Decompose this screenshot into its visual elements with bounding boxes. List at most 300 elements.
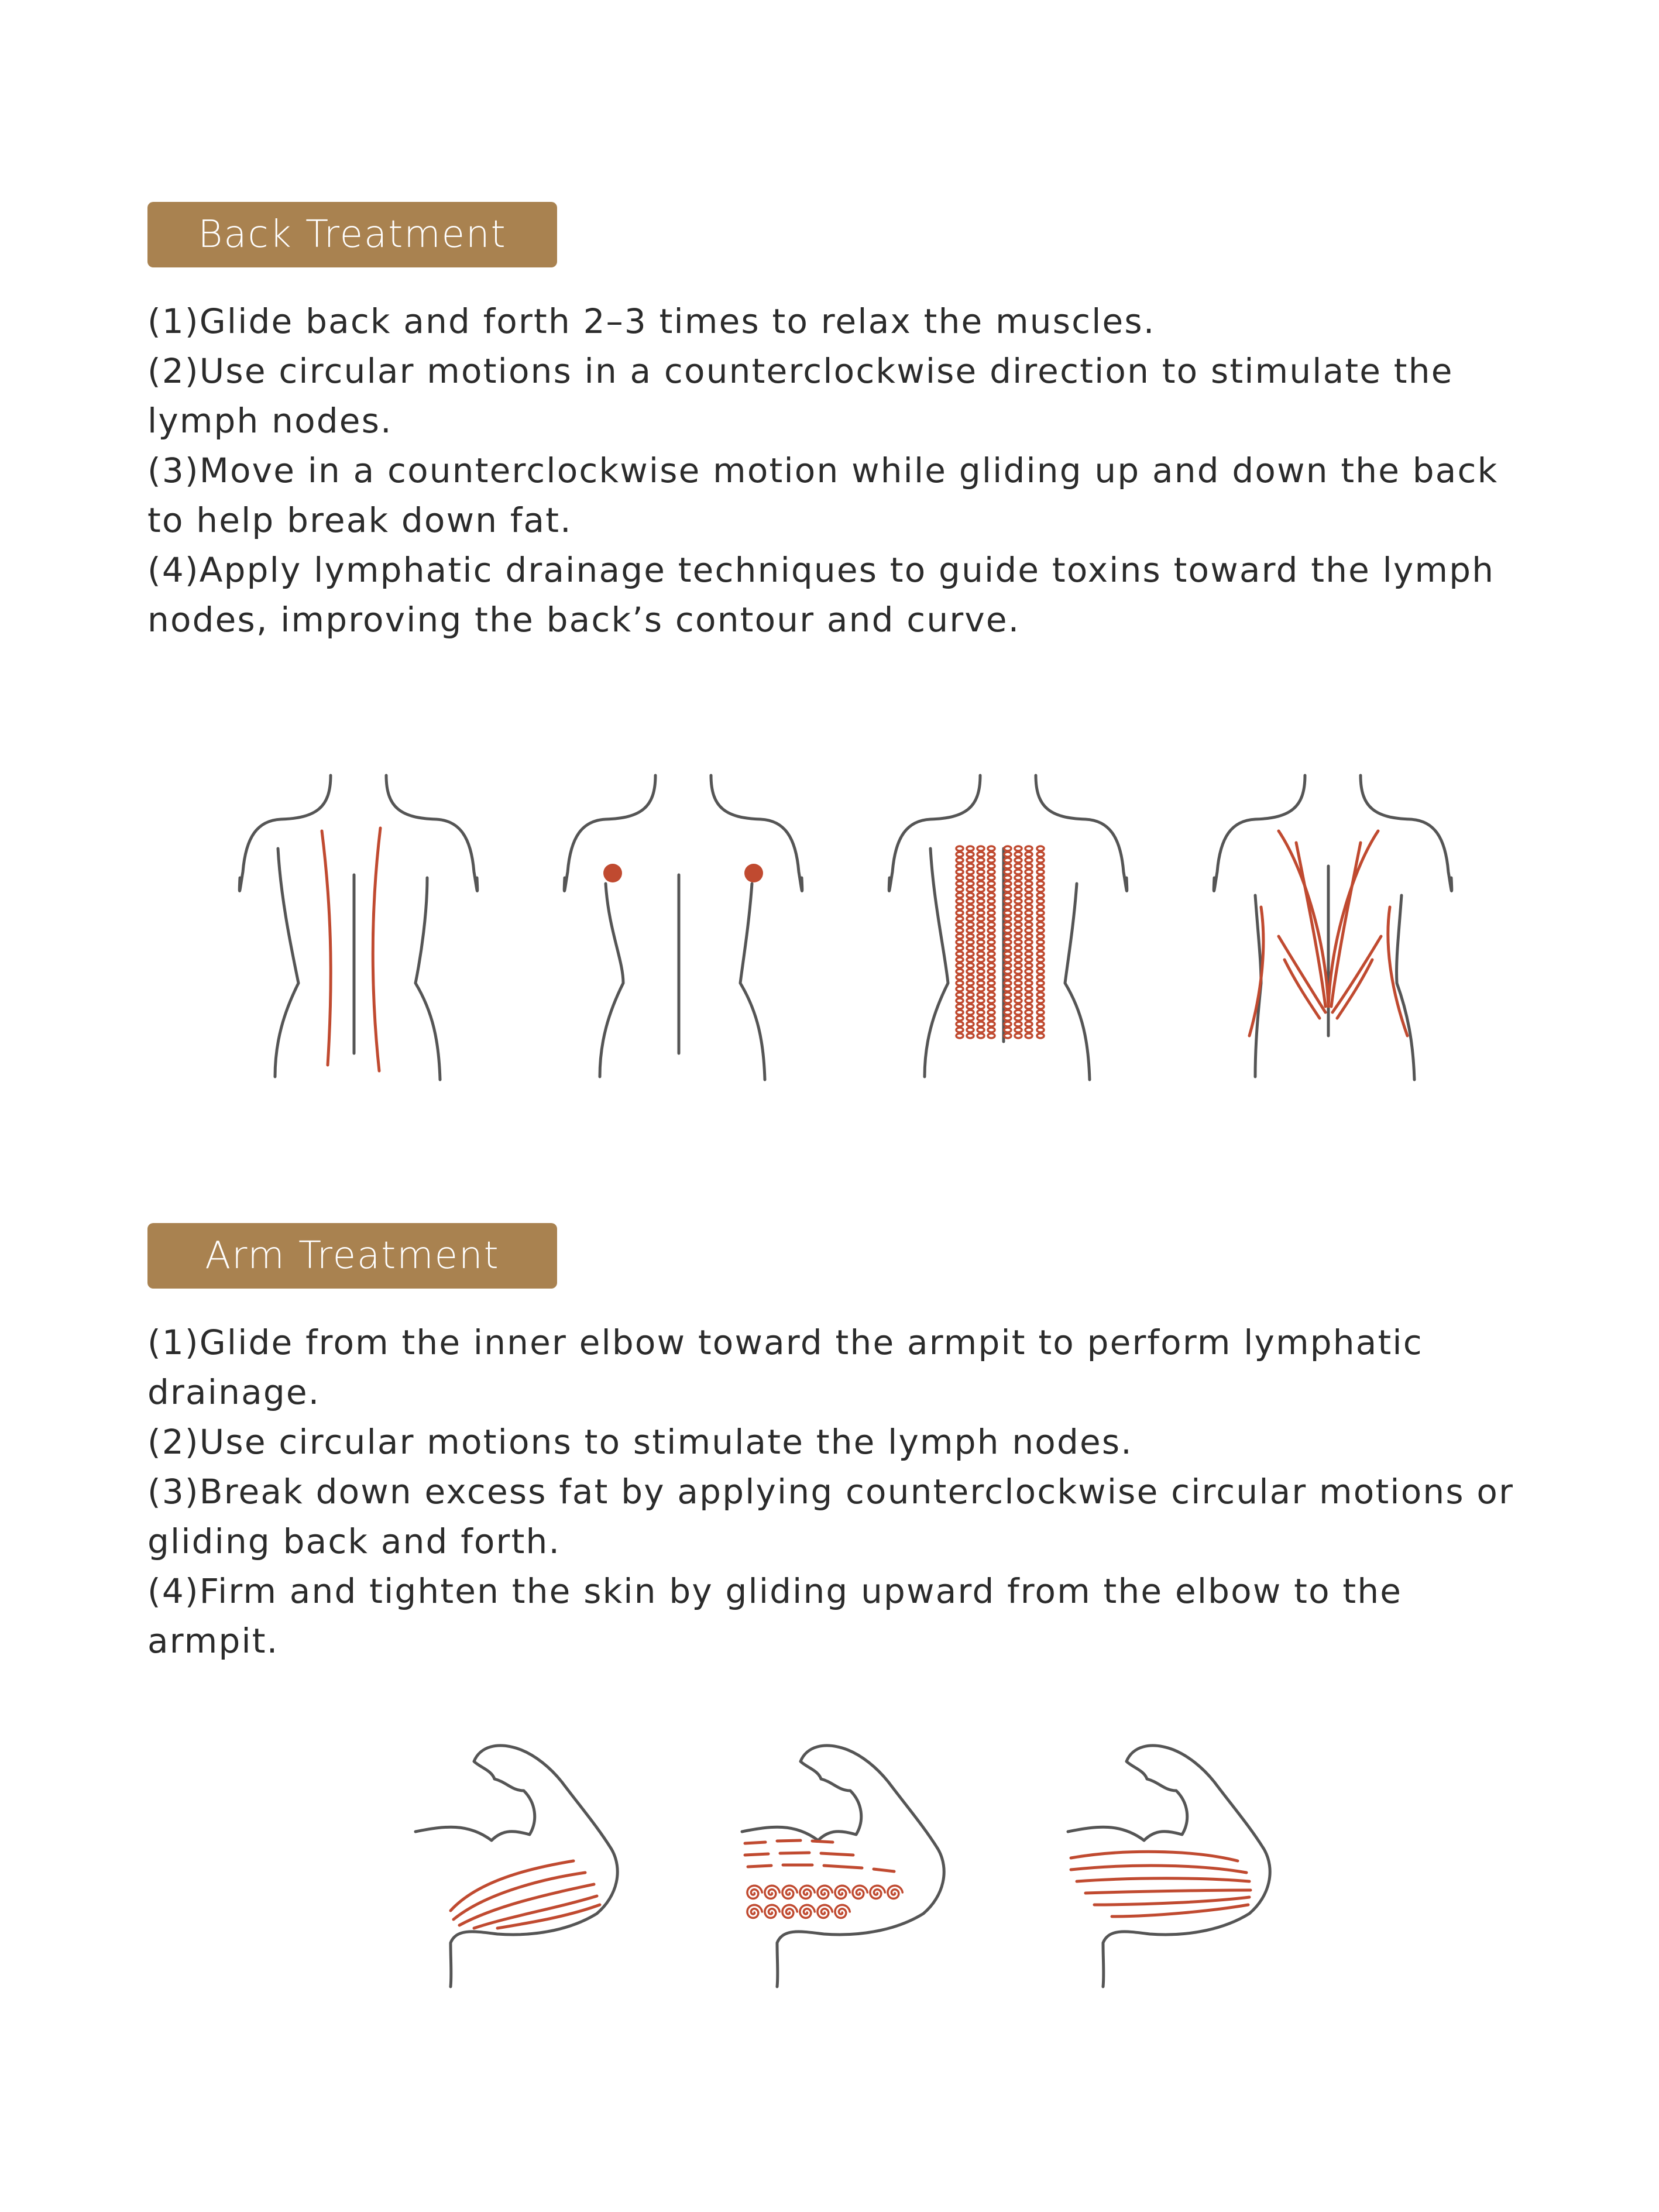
coil-loop: [1037, 998, 1044, 1003]
back-glide-illustration: [239, 775, 478, 1080]
coil-loop: [1037, 928, 1044, 933]
coil-loop: [1025, 998, 1032, 1003]
coil-loop: [1025, 1028, 1032, 1032]
coil-loop: [1037, 852, 1044, 857]
coil-loop: [967, 916, 974, 921]
coil-loop: [977, 1016, 984, 1021]
coil-loop: [1004, 987, 1011, 991]
coil-loop: [1015, 963, 1022, 968]
coil-loop: [988, 946, 995, 950]
coil-loop: [1037, 992, 1044, 997]
coil-loop: [967, 1016, 974, 1021]
coil-loop: [1015, 881, 1022, 886]
coil-loop: [967, 975, 974, 980]
coil-loop: [1004, 969, 1011, 974]
coil-loop: [956, 981, 963, 985]
coil-loop: [967, 893, 974, 898]
coil-loop: [977, 846, 984, 851]
coil-loop: [967, 881, 974, 886]
coil-loop: [977, 1022, 984, 1026]
coil-loop: [967, 952, 974, 956]
coil-loop: [967, 858, 974, 863]
coil-loop: [1025, 846, 1032, 851]
coil-loop: [967, 940, 974, 944]
coil-loop: [1015, 899, 1022, 904]
coil-loop: [977, 881, 984, 886]
arm-treatment-title: Arm Treatment: [147, 1223, 557, 1289]
coil-loop: [988, 987, 995, 991]
coil-loop: [1004, 928, 1011, 933]
coil-loop: [1025, 969, 1032, 974]
spiral-mark: [782, 1885, 797, 1898]
arm-drainage-illustration: [415, 1746, 617, 1987]
coil-loop: [977, 928, 984, 933]
spiral-mark: [765, 1905, 779, 1918]
coil-loop: [1025, 975, 1032, 980]
coil-loop: [1025, 952, 1032, 956]
coil-loop: [1015, 1022, 1022, 1026]
coil-loop: [1025, 852, 1032, 857]
coil-loop: [977, 952, 984, 956]
coil-loop: [956, 887, 963, 892]
coil-loop: [956, 846, 963, 851]
coil-loop: [1025, 870, 1032, 874]
spiral-mark: [800, 1885, 815, 1898]
coil-loop: [977, 858, 984, 863]
coil-loop: [1037, 846, 1044, 851]
coil-loop: [967, 1022, 974, 1026]
back-treatment-steps: [147, 297, 1540, 645]
back-step-3: (3)Move in a counterclockwise motion while gliding up and down the back to help break down fat.: [147, 451, 1499, 540]
coil-loop: [1025, 864, 1032, 868]
coil-loop: [977, 1010, 984, 1015]
coil-loop: [1037, 975, 1044, 980]
coil-loop: [1015, 940, 1022, 944]
coil-loop: [956, 875, 963, 880]
coil-loop: [1015, 864, 1022, 868]
coil-loop: [967, 992, 974, 997]
coil-loop: [956, 928, 963, 933]
coil-loop: [1025, 1010, 1032, 1015]
coil-loop: [1037, 963, 1044, 968]
coil-loop: [1037, 864, 1044, 868]
coil-loop: [1037, 875, 1044, 880]
coil-loop: [988, 1004, 995, 1009]
coil-loop: [1015, 1004, 1022, 1009]
coil-loop: [988, 852, 995, 857]
coil-loop: [988, 916, 995, 921]
coil-loop: [967, 852, 974, 857]
coil-loop: [967, 887, 974, 892]
coil-loop: [988, 887, 995, 892]
coil-loop: [1004, 1028, 1011, 1032]
coil-loop: [967, 875, 974, 880]
coil-loop: [1004, 870, 1011, 874]
coil-loop: [967, 905, 974, 909]
coil-loop: [988, 893, 995, 898]
coil-loop: [988, 1022, 995, 1026]
coil-loop: [956, 922, 963, 927]
coil-loop: [1015, 928, 1022, 933]
coil-loop: [967, 998, 974, 1003]
coil-loop: [1015, 858, 1022, 863]
coil-loop: [1015, 981, 1022, 985]
coil-loop: [1037, 911, 1044, 915]
coil-loop: [977, 870, 984, 874]
coil-loop: [988, 940, 995, 944]
coil-loop: [956, 940, 963, 944]
coil-loop: [1015, 852, 1022, 857]
coil-loop: [977, 922, 984, 927]
coil-loop: [1004, 1004, 1011, 1009]
coil-loop: [967, 946, 974, 950]
spiral-mark: [818, 1885, 832, 1898]
coil-loop: [956, 987, 963, 991]
coil-loop: [1015, 987, 1022, 991]
coil-loop: [956, 934, 963, 939]
coil-loop: [1037, 1022, 1044, 1026]
coil-loop: [977, 992, 984, 997]
coil-loop: [988, 952, 995, 956]
coil-loop: [977, 975, 984, 980]
coil-loop: [1015, 887, 1022, 892]
coil-loop: [956, 952, 963, 956]
coil-loop: [988, 957, 995, 962]
coil-loop: [1025, 922, 1032, 927]
coil-loop: [1025, 875, 1032, 880]
coil-loop: [1037, 905, 1044, 909]
coil-loop: [988, 1010, 995, 1015]
coil-loop: [956, 893, 963, 898]
spiral-mark: [782, 1905, 797, 1918]
coil-loop: [1015, 1010, 1022, 1015]
coil-loop: [1037, 952, 1044, 956]
coil-loop: [988, 998, 995, 1003]
coil-loop: [1025, 963, 1032, 968]
spiral-mark: [765, 1885, 779, 1898]
coil-loop: [1025, 911, 1032, 915]
coil-loop: [977, 875, 984, 880]
coil-loop: [1037, 969, 1044, 974]
coil-loop: [956, 852, 963, 857]
coil-loop: [988, 928, 995, 933]
coil-loop: [1037, 887, 1044, 892]
coil-loop: [967, 1010, 974, 1015]
coil-loop: [956, 881, 963, 886]
back-circular-motion-illustration: [889, 775, 1127, 1080]
coil-loop: [1004, 875, 1011, 880]
coil-loop: [1015, 922, 1022, 927]
coil-loop: [1025, 946, 1032, 950]
coil-loop: [956, 864, 963, 868]
coil-loop: [956, 963, 963, 968]
coil-loop: [1004, 893, 1011, 898]
coil-loop: [967, 957, 974, 962]
coil-loop: [1004, 952, 1011, 956]
coil-loop: [1004, 940, 1011, 944]
coil-loop: [1025, 916, 1032, 921]
coil-loop: [1025, 940, 1032, 944]
coil-loop: [1004, 858, 1011, 863]
coil-loop: [1037, 981, 1044, 985]
arm-step-1: (1)Glide from the inner elbow toward the armpit to perform lymphatic drainage.: [147, 1323, 1423, 1412]
coil-loop: [1015, 952, 1022, 956]
coil-loop: [988, 922, 995, 927]
coil-loop: [1037, 1010, 1044, 1015]
arm-firming-illustration: [1068, 1746, 1270, 1987]
coil-loop: [967, 987, 974, 991]
coil-loop: [977, 957, 984, 962]
coil-loop: [1025, 887, 1032, 892]
coil-loop: [988, 934, 995, 939]
back-lymph-nodes-illustration: [564, 775, 802, 1080]
coil-loop: [967, 911, 974, 915]
coil-loop: [1037, 1004, 1044, 1009]
coil-loop: [967, 1004, 974, 1009]
coil-loop: [1015, 998, 1022, 1003]
coil-loop: [988, 846, 995, 851]
coil-loop: [1004, 911, 1011, 915]
coil-loop: [1037, 1016, 1044, 1021]
coil-loop: [967, 899, 974, 904]
coil-loop: [1015, 1016, 1022, 1021]
coil-loop: [1037, 1033, 1044, 1038]
coil-loop: [967, 846, 974, 851]
coil-loop: [1004, 975, 1011, 980]
coil-loop: [1004, 981, 1011, 985]
coil-loop: [1015, 916, 1022, 921]
coil-loop: [1025, 981, 1032, 985]
coil-loop: [1015, 911, 1022, 915]
coil-loop: [988, 1028, 995, 1032]
coil-loop: [1004, 864, 1011, 868]
coil-loop: [1037, 934, 1044, 939]
coil-loop: [1015, 969, 1022, 974]
coil-loop: [1004, 1016, 1011, 1021]
coil-loop: [977, 887, 984, 892]
coil-loop: [956, 911, 963, 915]
coil-loop: [1015, 893, 1022, 898]
coil-loop: [956, 969, 963, 974]
coil-loop: [956, 957, 963, 962]
coil-loop: [967, 870, 974, 874]
coil-loop: [1004, 934, 1011, 939]
coil-loop: [1015, 1033, 1022, 1038]
coil-loop: [977, 940, 984, 944]
coil-loop: [956, 1022, 963, 1026]
coil-loop: [956, 870, 963, 874]
coil-loop: [1015, 846, 1022, 851]
coil-loop: [956, 1016, 963, 1021]
coil-loop: [988, 963, 995, 968]
spiral-mark: [835, 1905, 850, 1918]
spiral-mark: [888, 1885, 902, 1898]
coil-loop: [1004, 887, 1011, 892]
coil-loop: [1015, 1028, 1022, 1032]
coil-loop: [988, 875, 995, 880]
coil-loop: [1037, 893, 1044, 898]
coil-loop: [988, 864, 995, 868]
coil-loop: [956, 975, 963, 980]
coil-loop: [1025, 858, 1032, 863]
coil-loop: [988, 858, 995, 863]
coil-loop: [977, 893, 984, 898]
coil-loop: [1004, 905, 1011, 909]
coil-loop: [967, 963, 974, 968]
spiral-mark: [747, 1885, 762, 1898]
back-step-1: (1)Glide back and forth 2–3 times to relax the muscles.: [147, 301, 1156, 341]
coil-loop: [988, 992, 995, 997]
coil-loop: [1004, 881, 1011, 886]
coil-loop: [988, 981, 995, 985]
coil-loop: [977, 946, 984, 950]
back-illustrations: [0, 761, 1659, 1112]
coil-loop: [977, 1004, 984, 1009]
coil-loop: [956, 1033, 963, 1038]
coil-loop: [988, 911, 995, 915]
coil-loop: [1004, 957, 1011, 962]
coil-loop: [1015, 870, 1022, 874]
coil-loop: [1004, 852, 1011, 857]
coil-loop: [1037, 899, 1044, 904]
spiral-mark: [853, 1885, 867, 1898]
coil-loop: [977, 916, 984, 921]
back-step-2: (2)Use circular motions in a counterclockwise direction to stimulate the lymph nodes.: [147, 351, 1454, 441]
coil-loop: [977, 981, 984, 985]
coil-loop: [1025, 899, 1032, 904]
coil-loop: [1025, 1004, 1032, 1009]
coil-loop: [1025, 1022, 1032, 1026]
coil-loop: [977, 969, 984, 974]
coil-loop: [1037, 957, 1044, 962]
coil-loop: [1004, 998, 1011, 1003]
coil-loop: [1004, 1010, 1011, 1015]
coil-loop: [1015, 975, 1022, 980]
coil-loop: [1037, 922, 1044, 927]
coil-loop: [967, 1028, 974, 1032]
coil-loop: [1004, 992, 1011, 997]
coil-loop: [988, 1033, 995, 1038]
coil-loop: [1037, 881, 1044, 886]
coil-loop: [967, 934, 974, 939]
coil-loop: [977, 911, 984, 915]
spiral-mark: [835, 1885, 850, 1898]
arm-circular-motion-illustration: [742, 1746, 944, 1987]
coil-loop: [956, 1004, 963, 1009]
coil-loop: [1037, 1028, 1044, 1032]
coil-loop: [967, 864, 974, 868]
coil-loop: [956, 946, 963, 950]
coil-loop: [967, 981, 974, 985]
coil-loop: [1025, 1016, 1032, 1021]
coil-loop: [1004, 846, 1011, 851]
coil-loop: [956, 905, 963, 909]
coil-loop: [1015, 905, 1022, 909]
coil-loop: [977, 899, 984, 904]
coil-loop: [988, 969, 995, 974]
coil-loop: [1037, 858, 1044, 863]
coil-loop: [1025, 957, 1032, 962]
coil-loop: [1037, 946, 1044, 950]
coil-loop: [977, 1028, 984, 1032]
coil-loop: [977, 963, 984, 968]
arm-treatment-steps: [147, 1318, 1540, 1666]
coil-loop: [1004, 922, 1011, 927]
coil-loop: [1004, 946, 1011, 950]
coil-loop: [1037, 870, 1044, 874]
coil-loop: [1037, 916, 1044, 921]
coil-loop: [956, 916, 963, 921]
coil-loop: [1025, 987, 1032, 991]
coil-loop: [1037, 940, 1044, 944]
coil-loop: [977, 934, 984, 939]
coil-loop: [1004, 1022, 1011, 1026]
coil-loop: [956, 998, 963, 1003]
arm-illustrations: [0, 1726, 1659, 2001]
coil-loop: [1015, 992, 1022, 997]
coil-loop: [956, 1028, 963, 1032]
coil-loop: [977, 987, 984, 991]
arm-step-4: (4)Firm and tighten the skin by gliding upward from the elbow to the armpit.: [147, 1571, 1403, 1661]
coil-loop: [1004, 963, 1011, 968]
coil-loop: [956, 992, 963, 997]
coil-loop: [1037, 987, 1044, 991]
back-drainage-illustration: [1214, 775, 1452, 1080]
coil-loop: [977, 864, 984, 868]
coil-loop: [967, 928, 974, 933]
coil-loop: [967, 922, 974, 927]
back-treatment-title: Back Treatment: [147, 202, 557, 267]
coil-loop: [988, 975, 995, 980]
coil-loop: [1025, 881, 1032, 886]
coil-loop: [1025, 928, 1032, 933]
coil-loop: [988, 899, 995, 904]
coil-loop: [1004, 1033, 1011, 1038]
coil-loop: [956, 899, 963, 904]
coil-loop: [977, 852, 984, 857]
coil-loop: [1015, 934, 1022, 939]
coil-loop: [967, 969, 974, 974]
arm-step-2: (2)Use circular motions to stimulate the lymph nodes.: [147, 1422, 1133, 1462]
coil-loop: [977, 905, 984, 909]
coil-loop: [1025, 934, 1032, 939]
coil-loop: [1015, 875, 1022, 880]
spiral-mark: [870, 1885, 885, 1898]
spiral-mark: [747, 1905, 762, 1918]
coil-loop: [1015, 957, 1022, 962]
coil-loop: [956, 1010, 963, 1015]
back-step-4: (4)Apply lymphatic drainage techniques to guide toxins toward the lymph nodes, improving the back’s contour and curve.: [147, 550, 1495, 640]
arm-step-3: (3)Break down excess fat by applying counterclockwise circular motions or gliding back and forth.: [147, 1472, 1514, 1561]
coil-loop: [956, 858, 963, 863]
coil-loop: [977, 1033, 984, 1038]
coil-loop: [988, 881, 995, 886]
coil-loop: [977, 998, 984, 1003]
spiral-mark: [800, 1905, 815, 1918]
coil-loop: [988, 870, 995, 874]
coil-loop: [988, 1016, 995, 1021]
coil-loop: [1004, 899, 1011, 904]
coil-loop: [1004, 916, 1011, 921]
coil-loop: [967, 1033, 974, 1038]
coil-loop: [1025, 992, 1032, 997]
coil-loop: [1025, 905, 1032, 909]
coil-loop: [1025, 893, 1032, 898]
coil-loop: [988, 905, 995, 909]
spiral-mark: [818, 1905, 832, 1918]
coil-loop: [1015, 946, 1022, 950]
coil-loop: [1025, 1033, 1032, 1038]
